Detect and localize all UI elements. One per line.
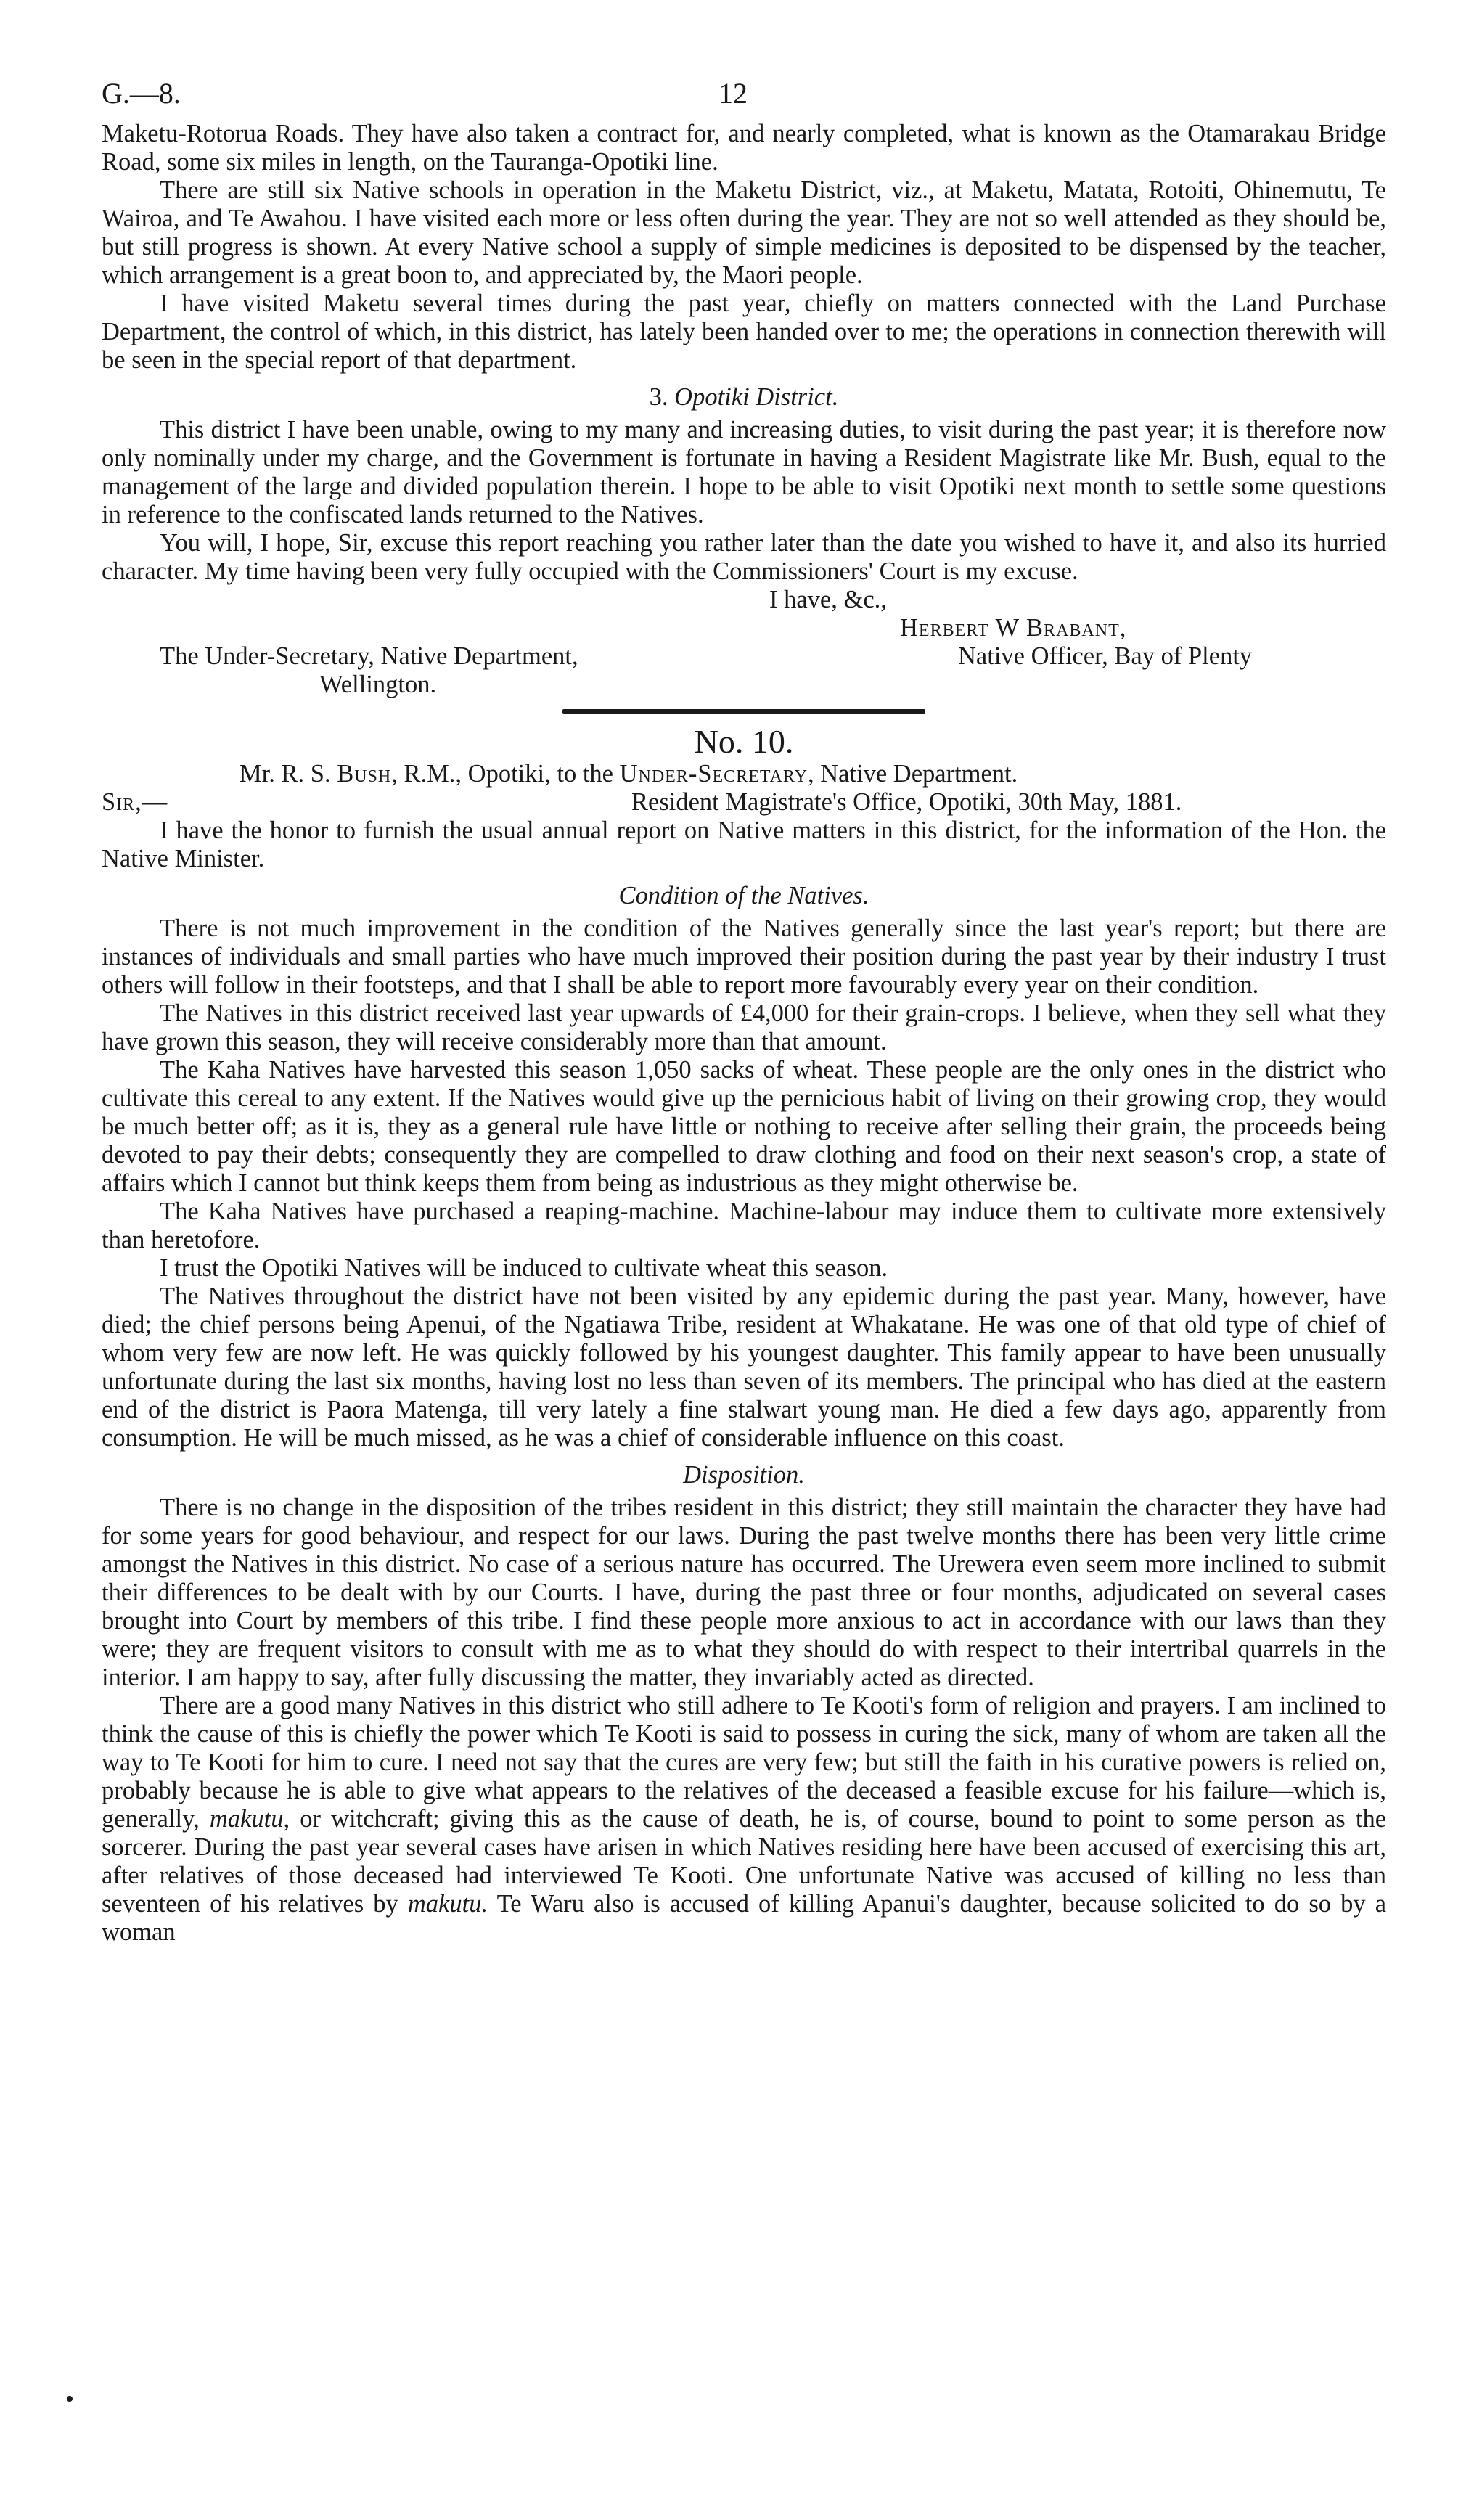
document-reference: G.—8. xyxy=(102,77,181,110)
maori-term: makutu xyxy=(209,1805,284,1833)
closing-row-4 xyxy=(102,671,1386,699)
closing-row-3 xyxy=(102,642,1386,671)
paragraph-last xyxy=(102,1692,1386,1947)
addressee: The Under-Secretary, Native Department, xyxy=(160,642,578,670)
document-page xyxy=(65,69,1387,2413)
section-title: Opotiki District. xyxy=(674,383,839,411)
paragraph: The Natives throughout the district have not been visited by any epidemic during the past year. Many, however, have died; the chief persons being Apenui, of the Ngatiawa Tribe, resident at Whakatane. He was one of that old type of chief of whom very few are now left. He was quickly followed by his youngest daughter. This family appear to have been unusually unfortunate during the last six months, having lost no less than seven of its members. The principal who has died at the eastern end of the district is Paora Matenga, till very lately a fine stalwart young man. He died a few days ago, apparently from consumption. He will be much missed, as he was a chief of considerable influence on this coast. xyxy=(102,1282,1386,1452)
paragraph: I trust the Opotiki Natives will be induced to cultivate wheat this season. xyxy=(160,1254,888,1282)
letter-number: No. 10. xyxy=(694,723,794,760)
section-divider xyxy=(562,709,925,714)
letter-from-line xyxy=(102,760,1386,788)
text-part: There are a good many Natives in this district who still adhere to Te Kooti's form of religion and prayers. I am inclined to think the cause of this is chiefly the power which Te Kooti is said to possess in curing the sick, many of whom are taken all the way to Te Kooti for him to cure. I need not say that the cures are very few; but still the faith in his curative powers is relied on, probably because he is able to give what appears to the relatives of the deceased a feasible excuse for his failure—which is, generally, xyxy=(102,1692,1386,1833)
salutation: Sir,— xyxy=(102,788,168,816)
paragraph: Maketu-Rotorua Roads. They have also taken a contract for, and nearly completed, what is known as the Otamarakau Bridge Road, some six miles in length, on the Tauranga-Opotiki line. xyxy=(102,120,1386,176)
from-rest: , R.M., Opotiki, to the xyxy=(391,760,613,788)
page-number: 12 xyxy=(718,77,748,110)
dateline: Resident Magistrate's Office, Opotiki, 30th May, 1881. xyxy=(631,788,1182,816)
paragraph: The Natives in this district received last year upwards of £4,000 for their grain-crops. I believe, when they sell what they have grown this season, they will receive considerably more than that amount. xyxy=(102,999,1386,1055)
addressee-city: Wellington. xyxy=(319,671,437,698)
sign-off: I have, &c., xyxy=(769,586,887,613)
letter-salutation-line xyxy=(102,788,1386,817)
letter-from xyxy=(239,760,1018,788)
signature: Herbert W Brabant, xyxy=(900,614,1127,642)
margin-mark: • xyxy=(65,2386,74,2413)
section-heading-condition: Condition of the Natives. xyxy=(618,882,869,909)
body-text xyxy=(102,120,1386,1947)
to-office: Under-Secretary xyxy=(619,760,808,788)
paragraph: The Kaha Natives have purchased a reaping-machine. Machine-labour may induce them to cultivate more extensively than heretofore. xyxy=(102,1198,1386,1253)
from-name: Bush xyxy=(337,760,392,788)
section-number: 3. xyxy=(649,383,668,411)
paragraph: You will, I hope, Sir, excuse this report reaching you rather later than the date you wished to have it, and also its hurried character. My time having been very fully occupied with the Commissioners' Court is my excuse. xyxy=(102,529,1386,585)
to-rest: , Native Department. xyxy=(807,760,1018,788)
closing-row-1 xyxy=(102,586,1386,614)
paragraph: There is no change in the disposition of the tribes resident in this district; they still maintain the character they have had for some years for good behaviour, and respect for our laws. During the past twelve months there has been very little crime amongst the Natives in this district. No case of a serious nature has occurred. The Urewera even seem more inclined to submit their differences to be dealt with by our Courts. I have, during the past three or four months, adjudicated on several cases brought into Court by members of this tribe. I find these people more anxious to act in accordance with our laws than they were; they are frequent visitors to consult with me as to what they should do with respect to their intertribal quarrels in the interior. I am happy to say, after fully discussing the matter, they invariably acted as directed. xyxy=(102,1494,1386,1691)
maori-term: makutu. xyxy=(407,1890,488,1918)
page-header xyxy=(102,69,1386,120)
paragraph: There are still six Native schools in operation in the Maketu District, viz., at Maketu, Matata, Rotoiti, Ohinemutu, Te Wairoa, and Te Awahou. I have visited each more or less often during the year. They are not so well attended as they should be, but still progress is shown. At every Native school a supply of simple medicines is deposited to be dispensed by the teacher, which arrangement is a great boon to, and appreciated by, the Maori people. xyxy=(102,176,1386,289)
from-prefix: Mr. R. S. xyxy=(239,760,331,788)
section-heading-disposition: Disposition. xyxy=(683,1461,805,1489)
text-part: Te Waru also is accused of killing Apanui's daughter, because solicited to do so by a woman xyxy=(102,1890,1387,1946)
closing-row-2 xyxy=(102,614,1386,642)
signatory-title: Native Officer, Bay of Plenty xyxy=(958,642,1253,670)
paragraph: This district I have been unable, owing to my many and increasing duties, to visit during the past year; it is therefore now only nominally under my charge, and the Government is fortunate in having a Resident Magistrate like Mr. Bush, equal to the management of the large and divided population therein. I hope to be able to visit Opotiki next month to settle some questions in reference to the confiscated lands returned to the Natives. xyxy=(102,416,1386,528)
paragraph: I have visited Maketu several times during the past year, chiefly on matters connected with the Land Purchase Department, the control of which, in this district, has lately been handed over to me; the operations in connection therewith will be seen in the special report of that department. xyxy=(102,290,1386,374)
paragraph: I have the honor to furnish the usual annual report on Native matters in this district, for the information of the Hon. the Native Minister. xyxy=(102,817,1386,872)
text-part: , or witchcraft; giving this as the cause of death, he is, of course, bound to point to some person as the sorcerer. During the past year several cases have arisen in which Natives residing here have been accused of exercising this art, after relatives of those deceased had interviewed Te Kooti. One unfortunate Native was accused of killing no less than seventeen of his relatives by xyxy=(102,1805,1387,1918)
section-heading-opotiki xyxy=(102,383,1386,412)
paragraph: There is not much improvement in the condition of the Natives generally since the last year's report; but there are instances of individuals and small parties who have much improved their position during the past year by their industry I trust others will follow in their footsteps, and that I shall be able to report more favourably every year on their condition. xyxy=(102,915,1386,999)
paragraph: The Kaha Natives have harvested this season 1,050 sacks of wheat. These people are the only ones in the district who cultivate this cereal to any extent. If the Natives would give up the pernicious habit of living on their growing crop, they would be much better off; as it is, they as a general rule have little or nothing to receive after selling their grain, the proceeds being devoted to pay their debts; consequently they are compelled to draw clothing and food on their next season's crop, a state of affairs which I cannot but think keeps them from being as industrious as they might otherwise be. xyxy=(102,1056,1386,1197)
